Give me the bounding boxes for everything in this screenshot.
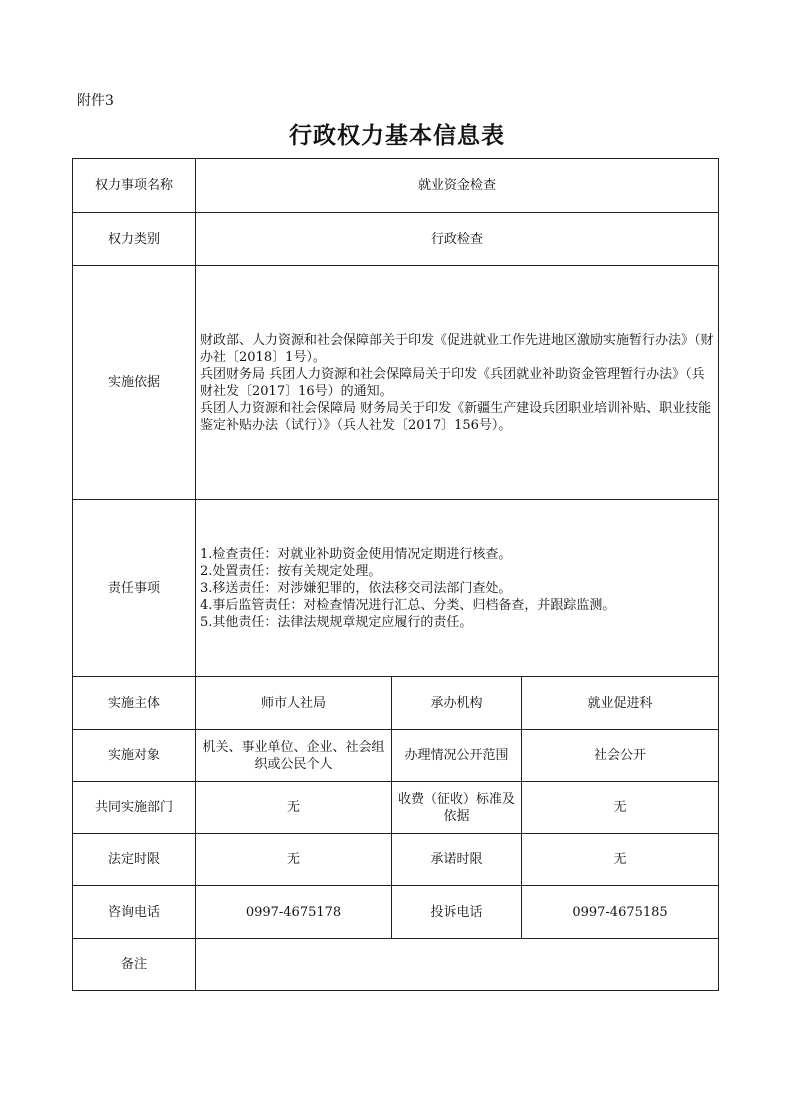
complaint-phone-label: 投诉电话 <box>392 886 522 939</box>
row-target <box>73 730 719 782</box>
power-name-value: 就业资金检查 <box>196 159 719 213</box>
disclosure-scope-label: 办理情况公开范围 <box>392 730 522 782</box>
attachment-label: 附件3 <box>77 93 114 109</box>
basis-paragraph: 兵团人力资源和社会保障局 财务局关于印发《新疆生产建设兵团职业培训补贴、职业技能鉴定补贴办法（试行）》（兵人社发〔2017〕156号）。 <box>200 400 712 433</box>
handling-agency-value: 就业促进科 <box>522 677 719 730</box>
basis-paragraph: 财政部、人力资源和社会保障部关于印发《促进就业工作先进地区激励实施暂行办法》（财办社〔2018〕1号）。 <box>200 332 714 365</box>
power-category-value: 行政检查 <box>196 213 719 266</box>
basis-paragraph: 兵团财务局 兵团人力资源和社会保障局关于印发《兵团就业补助资金管理暂行办法》（兵财社发〔2017〕16号）的通知。 <box>200 366 705 399</box>
responsibility-item: 1.检查责任：对就业补助资金使用情况定期进行核查。 <box>200 546 512 562</box>
power-name-label: 权力事项名称 <box>73 159 196 213</box>
row-phone <box>73 886 719 939</box>
consult-phone-label: 咨询电话 <box>73 886 196 939</box>
target-label: 实施对象 <box>73 730 196 782</box>
joint-departments-label: 共同实施部门 <box>73 782 196 834</box>
row-time-limit <box>73 834 719 886</box>
subject-label: 实施主体 <box>73 677 196 730</box>
page-title: 行政权力基本信息表 <box>289 122 505 149</box>
responsibility-item: 3.移送责任：对涉嫌犯罪的，依法移交司法部门查处。 <box>200 580 512 596</box>
consult-phone-value: 0997-4675178 <box>196 886 392 939</box>
row-remarks <box>73 939 719 991</box>
responsibility-item: 4.事后监管责任：对检查情况进行汇总、分类、归档备查，并跟踪监测。 <box>200 597 616 613</box>
row-subject <box>73 677 719 730</box>
responsibilities-label: 责任事项 <box>73 500 196 677</box>
legal-time-limit-label: 法定时限 <box>73 834 196 886</box>
subject-value: 师市人社局 <box>196 677 392 730</box>
row-power-category <box>73 213 719 266</box>
row-power-name <box>73 159 719 213</box>
responsibility-item: 2.处置责任：按有关规定处理。 <box>200 563 382 579</box>
disclosure-scope-value: 社会公开 <box>522 730 719 782</box>
complaint-phone-value: 0997-4675185 <box>522 886 719 939</box>
joint-departments-value: 无 <box>196 782 392 834</box>
fee-standard-label: 收费（征收）标准及依据 <box>392 782 522 834</box>
responsibility-item: 5.其他责任：法律法规规章规定应履行的责任。 <box>200 614 473 630</box>
target-value: 机关、事业单位、企业、社会组织或公民个人 <box>196 730 392 782</box>
row-responsibilities <box>73 500 719 677</box>
basis-label: 实施依据 <box>73 266 196 500</box>
remarks-value <box>196 939 719 991</box>
info-table <box>72 158 719 991</box>
remarks-label: 备注 <box>73 939 196 991</box>
fee-standard-value: 无 <box>522 782 719 834</box>
legal-time-limit-value: 无 <box>196 834 392 886</box>
row-basis <box>73 266 719 500</box>
row-joint <box>73 782 719 834</box>
handling-agency-label: 承办机构 <box>392 677 522 730</box>
responsibilities-content <box>196 500 719 677</box>
basis-content <box>196 266 719 500</box>
promised-time-limit-value: 无 <box>522 834 719 886</box>
power-category-label: 权力类别 <box>73 213 196 266</box>
promised-time-limit-label: 承诺时限 <box>392 834 522 886</box>
